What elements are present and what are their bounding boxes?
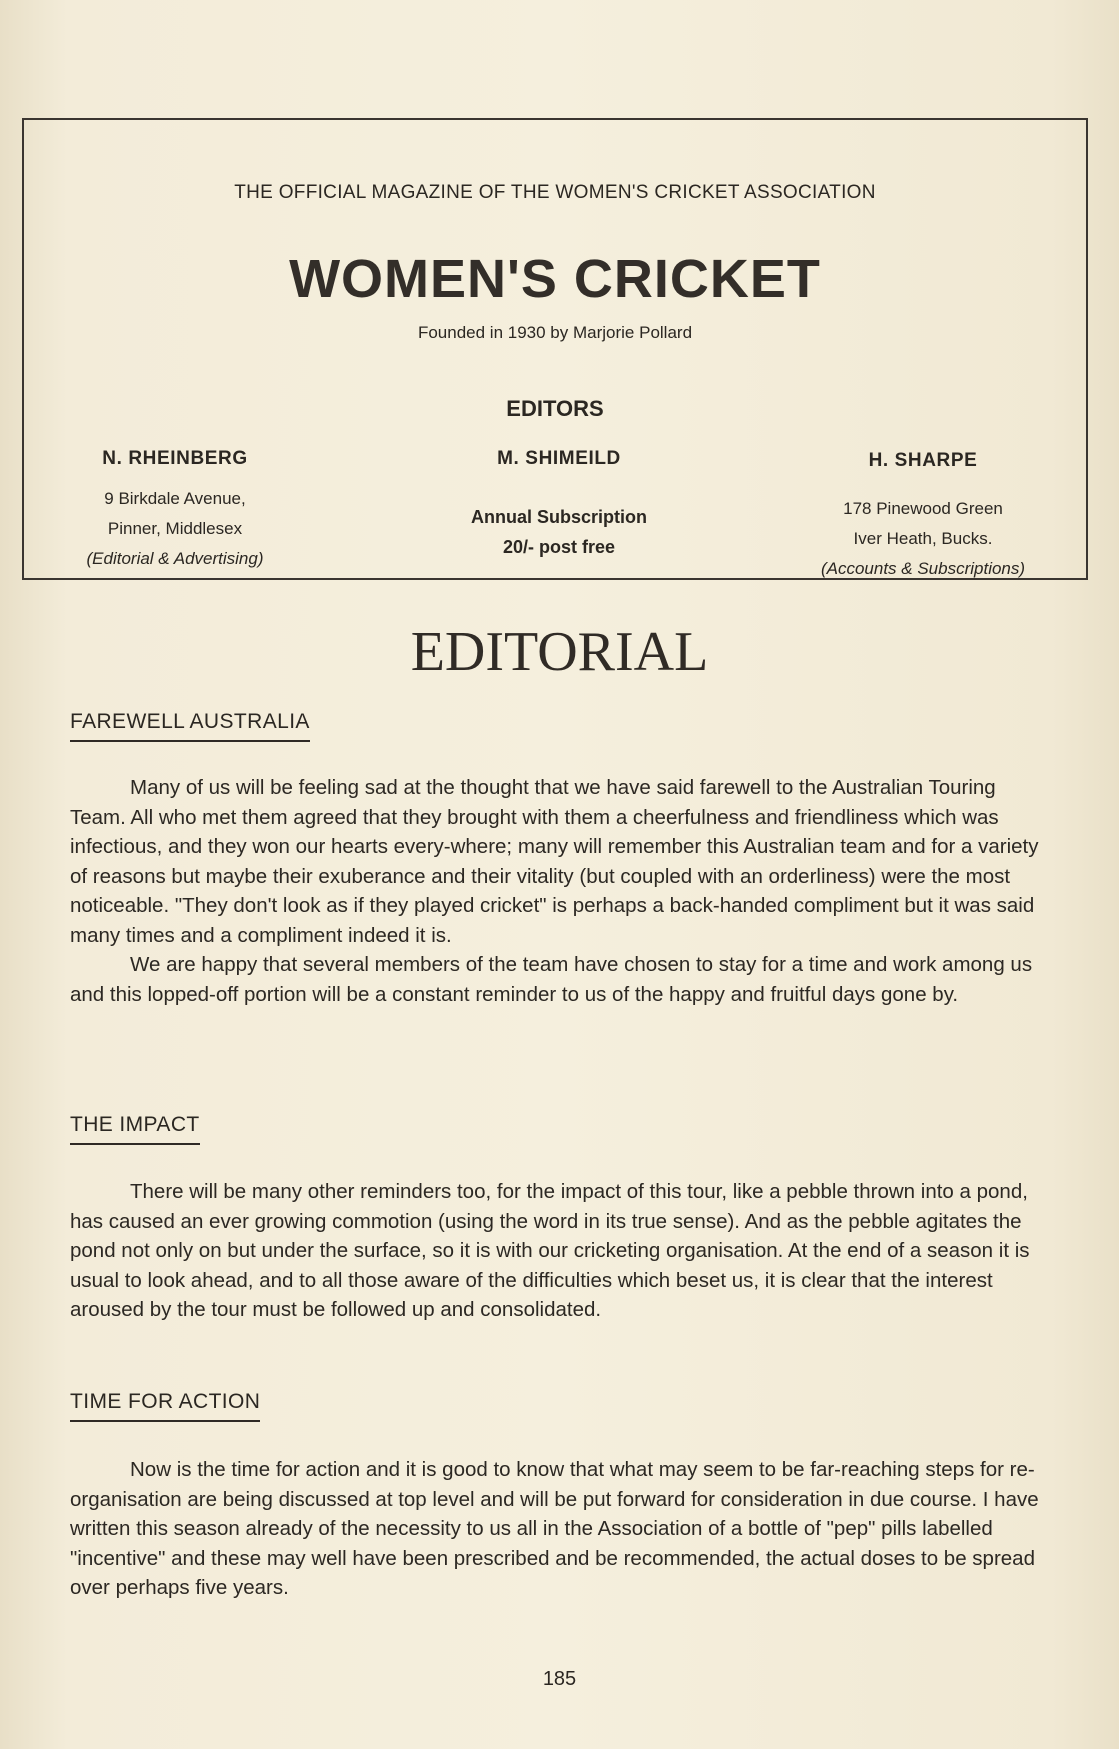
editor-shimeild [414,444,704,562]
editors-heading: EDITORS [506,396,604,421]
section-heading-farewell-australia: FAREWELL AUSTRALIA [70,710,310,742]
section-heading-the-impact: THE IMPACT [70,1113,200,1145]
editor-name: M. SHIMEILD [497,448,621,469]
editor-role: (Accounts & Subscriptions) [820,559,1026,578]
editor-name: N. RHEINBERG [102,448,248,469]
paragraph: We are happy that several members of the team have chosen to stay for a time and work among us and this lopped-off portion will be a constant reminder to us of the happy and fruitful days gone by. [70,953,1033,1006]
paragraph: There will be many other reminders too, for the impact of this tour, like a pebble thrown into a pond, has caused an ever growing commotion (using the word in its true sense). And as the pebble agitates the pond not only on but under the surface, so it is with our cricketing organisation. At the end of a season it is usual to look ahead, and to all those aware of the difficulties which beset us, it is clear that the interest aroused by the tour must be followed up and consolidated. [70,1180,1030,1321]
section-heading-time-for-action: TIME FOR ACTION [70,1390,260,1422]
editor-sharpe [788,446,1058,584]
editorial-title: EDITORIAL [410,621,709,683]
subscription-price: 20/- post free [502,537,616,557]
masthead-box [22,118,1088,580]
official-magazine-line: THE OFFICIAL MAGAZINE OF THE WOMEN'S CRICKET ASSOCIATION [234,182,876,203]
editor-address-line: 9 Birkdale Avenue, [104,489,246,508]
editor-role: (Editorial & Advertising) [86,549,264,568]
editor-name: H. SHARPE [868,450,978,471]
editor-rheinberg [50,444,300,574]
section-body-time-for-action [70,1455,1050,1603]
paragraph: Now is the time for action and it is good to know that what may seem to be far-reaching steps for re-organisation are being discussed at top level and will be put forward for consideration in due course. I have written this season already of the necessity to us all in the Association of a bottle of "pep" pills labelled "incentive" and these may well have been prescribed and be recommended, the actual doses to be spread over perhaps five years. [70,1458,1039,1599]
founded-line: Founded in 1930 by Marjorie Pollard [417,323,693,342]
section-body-farewell-australia [70,773,1050,1009]
subscription-label: Annual Subscription [470,507,647,527]
editor-address-line: 178 Pinewood Green [843,499,1003,518]
section-body-the-impact [70,1177,1050,1325]
editor-address-line: Iver Heath, Bucks. [853,529,993,548]
paragraph: Many of us will be feeling sad at the thought that we have said farewell to the Australian Touring Team. All who met them agreed that they brought with them a cheerfulness and friendliness which was infectious, and they won our hearts every-where; many will remember this Australian team and for a variety of reasons but maybe their exuberance and their vitality (but coupled with an orderliness) were the most noticeable. "They don't look as if they played cricket" is perhaps a back-handed compliment but it was said many times and a compliment indeed it is. [70,776,1039,947]
magazine-title: WOMEN'S CRICKET [289,249,821,309]
page-number: 185 [542,1668,577,1690]
editor-address-line: Pinner, Middlesex [107,519,243,538]
